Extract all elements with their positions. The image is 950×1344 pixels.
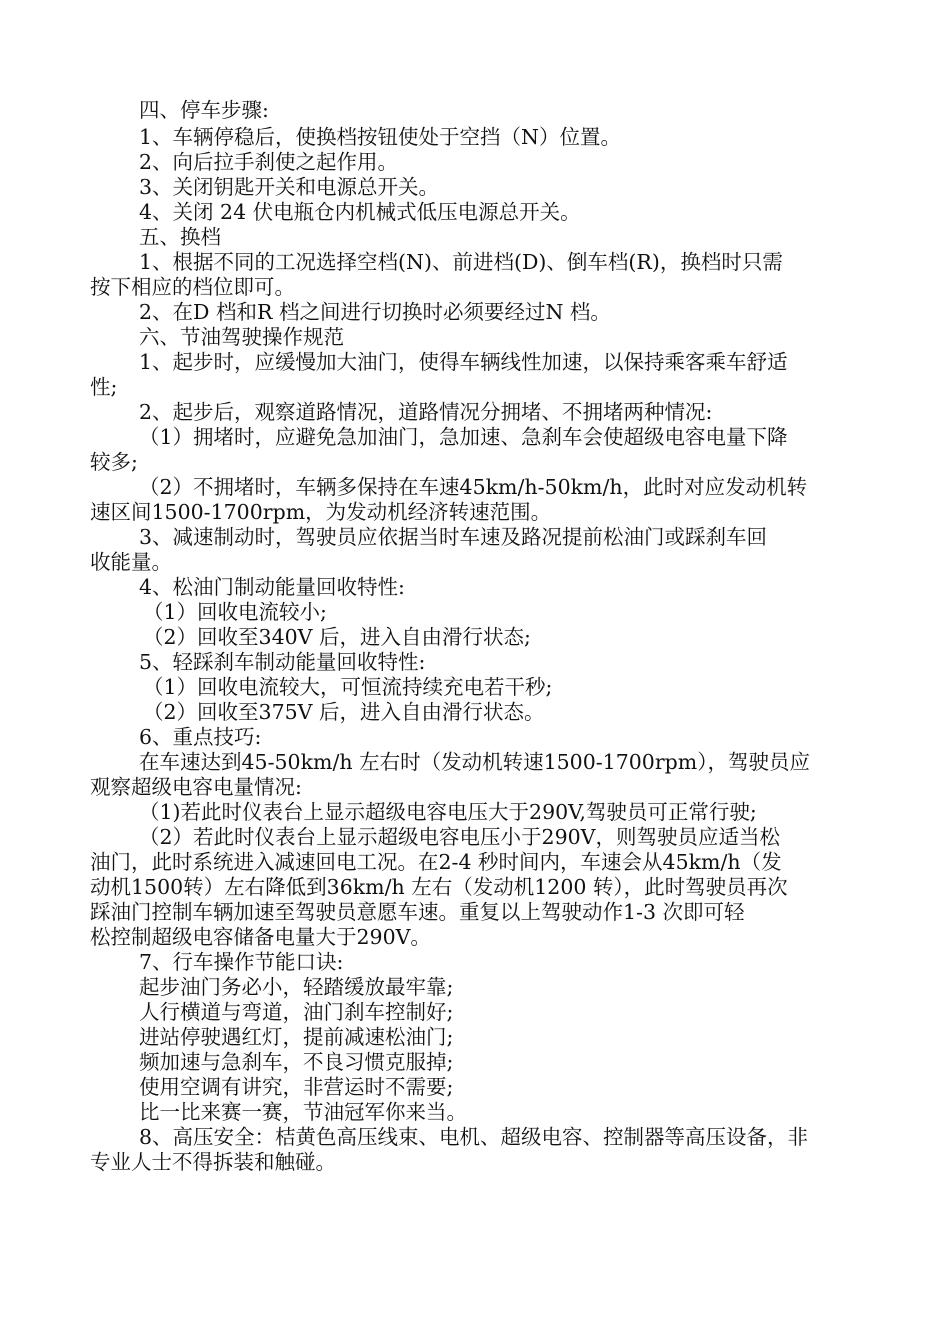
verse-line: 人行横道与弯道，油门刹车控制好; bbox=[139, 1000, 454, 1024]
text-line: 观察超级电容电量情况: bbox=[90, 775, 302, 799]
text-line: 速区间1500-1700rpm，为发动机经济转速范围。 bbox=[90, 500, 552, 524]
text-line: 6、重点技巧: bbox=[139, 725, 262, 749]
text-line: 性; bbox=[90, 375, 118, 399]
verse-line: 频加速与急刹车，不良习惯克服掉; bbox=[139, 1050, 454, 1074]
text-line: 5、轻踩刹车制动能量回收特性: bbox=[139, 650, 426, 674]
text-line: （1)若此时仪表台上显示超级电容电压大于290V,驾驶员可正常行驶; bbox=[139, 800, 757, 824]
verse-line: 起步油门务必小，轻踏缓放最牢靠; bbox=[139, 975, 454, 999]
text-line: （1）回收电流较大，可恒流持续充电若干秒; bbox=[143, 675, 553, 699]
text-line: 7、行车操作节能口诀: bbox=[139, 950, 344, 974]
text-line: 2、起步后，观察道路情况，道路情况分拥堵、不拥堵两种情况: bbox=[139, 400, 713, 424]
text-line: 4、松油门制动能量回收特性: bbox=[139, 575, 405, 599]
text-line: 踩油门控制车辆加速至驾驶员意愿车速。重复以上驾驶动作1-3 次即可轻 bbox=[90, 900, 745, 924]
text-line: 1、起步时，应缓慢加大油门，使得车辆线性加速，以保持乘客乘车舒适 bbox=[139, 350, 788, 374]
text-line: 2、向后拉手刹使之起作用。 bbox=[139, 150, 399, 174]
heading-parking-steps: 四、停车步骤: bbox=[139, 98, 269, 122]
text-line: 松控制超级电容储备电量大于290V。 bbox=[90, 925, 431, 949]
verse-line: 使用空调有讲究，非营运时不需要; bbox=[139, 1075, 454, 1099]
text-line: 按下相应的档位即可。 bbox=[90, 275, 295, 299]
text-line: 油门，此时系统进入减速回电工况。在2-4 秒时间内，车速会从45km/h（发 bbox=[90, 850, 782, 874]
text-line: 2、在D 档和R 档之间进行切换时必须要经过N 档。 bbox=[139, 300, 611, 324]
text-line: 1、根据不同的工况选择空档(N)、前进档(D)、倒车档(R)，换档时只需 bbox=[139, 250, 783, 274]
text-line: 收能量。 bbox=[90, 550, 172, 574]
text-line: 1、车辆停稳后，使换档按钮使处于空挡（N）位置。 bbox=[139, 125, 621, 149]
verse-line: 比一比来赛一赛，节油冠军你来当。 bbox=[139, 1100, 467, 1124]
heading-fuel-saving: 六、节油驾驶操作规范 bbox=[139, 325, 344, 349]
text-line: （1）拥堵时，应避免急加油门，急加速、急刹车会使超级电容电量下降 bbox=[139, 425, 788, 449]
text-line: 在车速达到45-50km/h 左右时（发动机转速1500-1700rpm），驾驶员应 bbox=[139, 750, 810, 774]
text-line: （2）不拥堵时，车辆多保持在车速45km/h-50km/h，此时对应发动机转 bbox=[139, 475, 808, 499]
text-line: 较多; bbox=[90, 450, 138, 474]
text-line: 3、减速制动时，驾驶员应依据当时车速及路况提前松油门或踩刹车回 bbox=[139, 525, 768, 549]
text-line: （2）若此时仪表台上显示超级电容电压小于290V，则驾驶员应适当松 bbox=[139, 825, 780, 849]
text-line: 动机1500转）左右降低到36km/h 左右（发动机1200 转），此时驾驶员再次 bbox=[90, 875, 788, 899]
text-line: 3、关闭钥匙开关和电源总开关。 bbox=[139, 175, 440, 199]
text-line: 4、关闭 24 伏电瓶仓内机械式低压电源总开关。 bbox=[139, 200, 581, 224]
text-line: 8、高压安全：桔黄色高压线束、电机、超级电容、控制器等高压设备，非 bbox=[139, 1125, 809, 1149]
text-line: （2）回收至340V 后，进入自由滑行状态; bbox=[143, 625, 531, 649]
heading-gear-shift: 五、换档 bbox=[139, 225, 221, 249]
verse-line: 进站停驶遇红灯，提前减速松油门; bbox=[139, 1025, 454, 1049]
text-line: （1）回收电流较小; bbox=[143, 600, 327, 624]
text-line: （2）回收至375V 后，进入自由滑行状态。 bbox=[143, 700, 545, 724]
text-line: 专业人士不得拆装和触碰。 bbox=[90, 1150, 336, 1174]
